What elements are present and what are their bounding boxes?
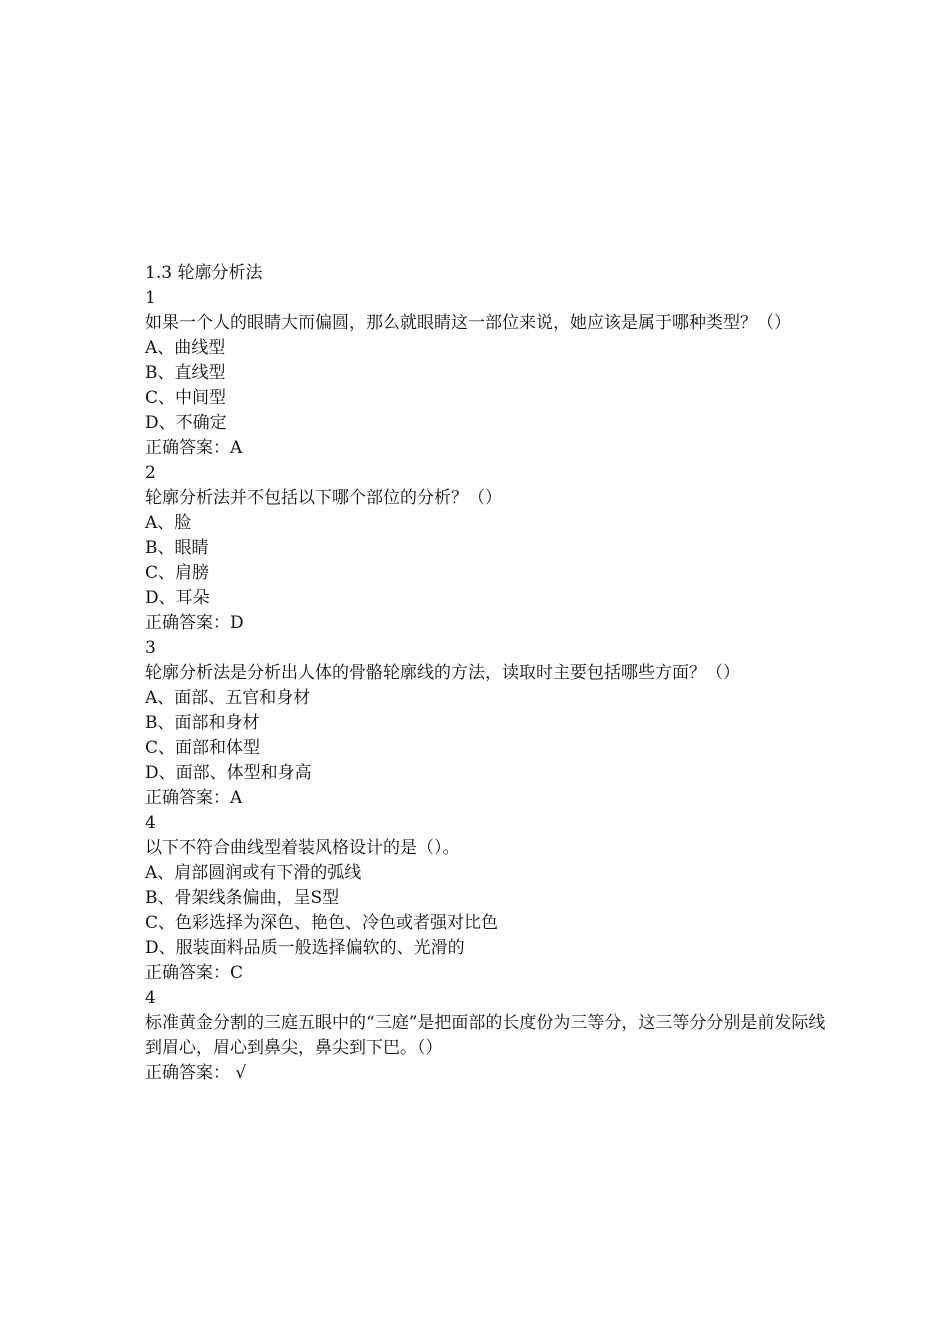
section-title: 1.3 轮廓分析法: [145, 263, 263, 283]
question-block: [145, 811, 835, 986]
question-block: [145, 286, 835, 461]
correct-answer: 正确答案：A: [145, 438, 243, 458]
document-body: [145, 261, 835, 1086]
correct-answer: 正确答案：C: [145, 963, 244, 983]
option-c: C、色彩选择为深色、艳色、冷色或者强对比色: [145, 913, 499, 933]
option-a: A、肩部圆润或有下滑的弧线: [145, 863, 362, 883]
question-number: 1: [145, 288, 156, 308]
option-d: D、不确定: [145, 413, 227, 433]
question-block: [145, 636, 835, 811]
question-number: 4: [145, 813, 156, 833]
option-c: C、面部和体型: [145, 738, 261, 758]
correct-answer: 正确答案：D: [145, 613, 244, 633]
option-b: B、骨架线条偏曲，呈S型: [145, 888, 340, 908]
option-d: D、服装面料品质一般选择偏软的、光滑的: [145, 938, 465, 958]
question-text: 标准黄金分割的三庭五眼中的“三庭”是把面部的长度份为三等分，这三等分分别是前发际线到眉心，眉心到鼻尖，鼻尖到下巴。（）: [145, 1013, 826, 1058]
question-number: 3: [145, 638, 156, 658]
option-b: B、面部和身材: [145, 713, 260, 733]
option-a: A、脸: [145, 513, 192, 533]
option-d: D、面部、体型和身高: [145, 763, 312, 783]
option-b: B、眼睛: [145, 538, 209, 558]
option-d: D、耳朵: [145, 588, 210, 608]
question-text: 轮廓分析法是分析出人体的骨骼轮廓线的方法，读取时主要包括哪些方面？（）: [145, 663, 740, 683]
question-text: 如果一个人的眼睛大而偏圆，那么就眼睛这一部位来说，她应该是属于哪种类型？（）: [145, 313, 791, 333]
option-c: C、中间型: [145, 388, 227, 408]
question-block: [145, 461, 835, 636]
question-text: 轮廓分析法并不包括以下哪个部位的分析？（）: [145, 488, 502, 508]
question-number: 4: [145, 988, 156, 1008]
question-block: [145, 986, 835, 1086]
option-a: A、面部、五官和身材: [145, 688, 311, 708]
correct-answer: 正确答案：A: [145, 788, 243, 808]
option-a: A、曲线型: [145, 338, 226, 358]
question-number: 2: [145, 463, 156, 483]
question-text: 以下不符合曲线型着装风格设计的是（）。: [145, 838, 460, 858]
correct-answer: 正确答案： √: [145, 1063, 247, 1083]
option-c: C、肩膀: [145, 563, 210, 583]
option-b: B、直线型: [145, 363, 226, 383]
